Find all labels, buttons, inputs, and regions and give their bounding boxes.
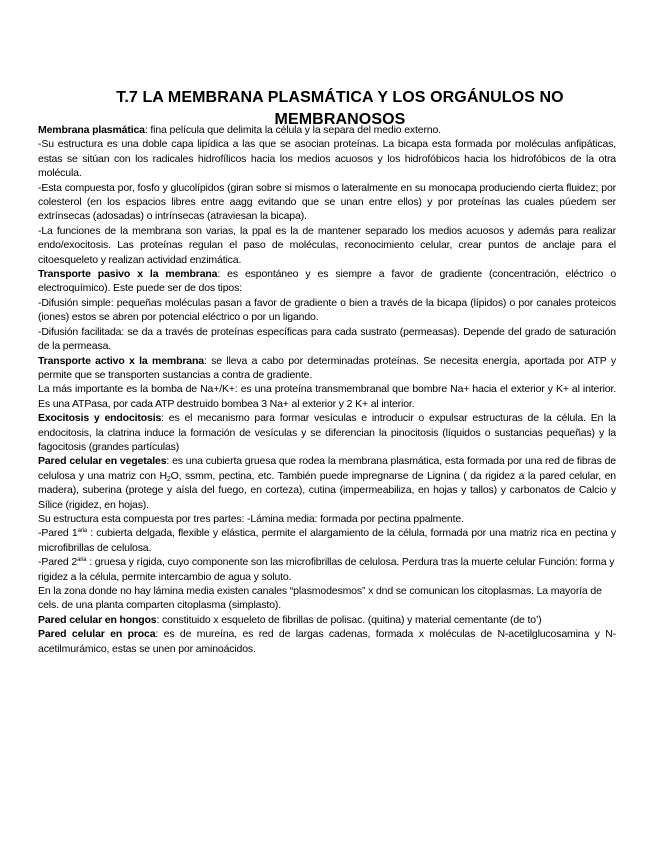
paragraph-text: : fina película que delimita la célula y la separa del medio externo. xyxy=(144,124,441,136)
term-heading: Pared celular en hongos xyxy=(38,613,157,626)
paragraph-text: : se lleva a cabo por determinadas proteínas. Se necesita energía, aportada por ATP y permite que se transporten sustancias a contra de gradiente. xyxy=(38,354,616,381)
paragraph-text: : es el mecanismo para formar vesículas e introducir o expulsar estructuras de la célula. En la endocitosis, la clatrina induce la formación de vesículas y se diferencian la pinocitosis (líquidos o sustancias pequeñas) y la fagocitosis (grandes partículas) xyxy=(38,412,616,453)
paragraph-membrana-plasmatica xyxy=(38,123,616,137)
paragraph-transporte-pasivo xyxy=(38,267,616,296)
paragraph-estructura: -Su estructura es una doble capa lipídica a las que se asocian proteínas. La bicapa esta formada por moléculas anfipáticas, estas se sitúan con los radicales hidrofílicos hacia los medios acuosos y los hidrofóbicos hacia los hidrofóbicos de la otra molécula. xyxy=(38,138,616,180)
paragraph-pared-primaria xyxy=(38,526,616,555)
paragraph-text: -Pared 2 xyxy=(38,556,78,569)
paragraph-text: : es una cubierta gruesa que rodea la membrana plasmática, esta formada por una red de fibras de celulosa y una matriz con H xyxy=(38,455,616,482)
superscript: aria xyxy=(77,528,87,535)
term-heading: Membrana plasmática xyxy=(38,124,145,136)
page-title: T.7 LA MEMBRANA PLASMÁTICA Y LOS ORGÁNULOS NO MEMBRANOSOS xyxy=(116,88,564,128)
paragraph-pared-secundaria xyxy=(38,555,616,584)
paragraph-pared-hongos xyxy=(38,613,616,627)
term-heading: Exocitosis y endocitosis xyxy=(38,412,162,425)
paragraph-text: O, ssmm, pectina, etc. También puede impregnarse de Lignina ( da rigidez a la pared celular, en madera), suberina (protege y aísla del fuego, en corteza), cutina (impermeabiliza, en hojas y tallos) y carbonatos de Calcio y Sílice (rigidez, en hojas). xyxy=(38,469,616,511)
paragraph-text: : es de mureína, es red de largas cadenas, formada x moléculas de N-acetilglucosamina y N-acetilmurámico, estas se unen por aminoácidos. xyxy=(38,628,616,655)
term-heading: Pared celular en vegetales xyxy=(38,455,167,468)
paragraph-estructura-pared: Su estructura esta compuesta por tres partes: -Lámina media: formada por pectina ppalmente. xyxy=(38,512,464,525)
term-heading: Pared celular en proca xyxy=(38,628,156,641)
paragraph-transporte-activo xyxy=(38,354,616,383)
document-body xyxy=(38,123,616,656)
paragraph-composicion: -Esta compuesta por, fosfo y glucolípidos (giran sobre si mismos o lateralmente en su monocapa produciendo cierta fluidez; por colesterol (en los espacios libres entre aagg evitando que se unan entre ellos) y por proteínas las cuales púedem ser extrínsecas (adosadas) o intrínsecas (atraviesan la bicapa). xyxy=(38,181,616,223)
paragraph-plasmodesmos: En la zona donde no hay lámina media existen canales “plasmodesmos” x dnd se comunican los citoplasmas. La mayoría de cels. de una planta comparten citoplasma (simplasto). xyxy=(38,585,602,612)
term-heading: Transporte activo x la membrana xyxy=(38,354,204,367)
paragraph-pared-proca xyxy=(38,627,616,656)
term-heading: Transporte pasivo x la membrana xyxy=(38,268,218,281)
superscript: aria xyxy=(77,557,87,564)
paragraph-pared-vegetales xyxy=(38,454,616,512)
subscript: 2 xyxy=(166,475,171,483)
paragraph-exocitosis xyxy=(38,411,616,454)
paragraph-text: -Pared 1 xyxy=(38,527,78,540)
paragraph-text: : gruesa y rígida, cuyo componente son las microfibrillas de celulosa. Perdura tras la muerte celular Función: forma y rigidez a la célula, permite intercambio de agua y soluto. xyxy=(38,556,615,583)
paragraph-text: : cubierta delgada, flexible y elástica, permite el alargamiento de la célula, formada por una matriz rica en pectina y microfibrillas de celulosa. xyxy=(38,527,616,554)
paragraph-text: : constituido x esqueleto de fibrillas de polisac. (quitina) y material cementante (de to’) xyxy=(156,613,542,626)
paragraph-funciones: -La funciones de la membrana son varias, la ppal es la de mantener separado los medios acuosos y además para realizar endo/exocitosis. Las proteínas regulan el paso de moléculas, reconocimiento celular, crear puntos de anclaje para el citoesqueleto y realizan actividad enzimática. xyxy=(38,224,616,266)
paragraph-difusion-simple: -Difusión simple: pequeñas moléculas pasan a favor de gradiente o bien a través de la bicapa (lípidos) o por canales proteicos (iones) estos se abren por potencial eléctrico o por un ligando. xyxy=(38,296,616,324)
paragraph-text: : es espontáneo y es siempre a favor de gradiente (concentración, eléctrico o electroquímico). Este puede ser de dos tipos: xyxy=(38,268,617,295)
paragraph-bomba-na-k: La más importante es la bomba de Na+/K+: es una proteína transmembranal que bombre Na+ hacia el exterior y K+ al interior. Es una ATPasa, por cada ATP destruido bombea 3 Na+ al exterior y 2 K+ al interior. xyxy=(38,383,616,410)
paragraph-difusion-facilitada: -Difusión facilitada: se da a través de proteínas específicas para cada sustrato (permeasas). Depende del grado de saturación de la permeasa. xyxy=(38,325,616,353)
